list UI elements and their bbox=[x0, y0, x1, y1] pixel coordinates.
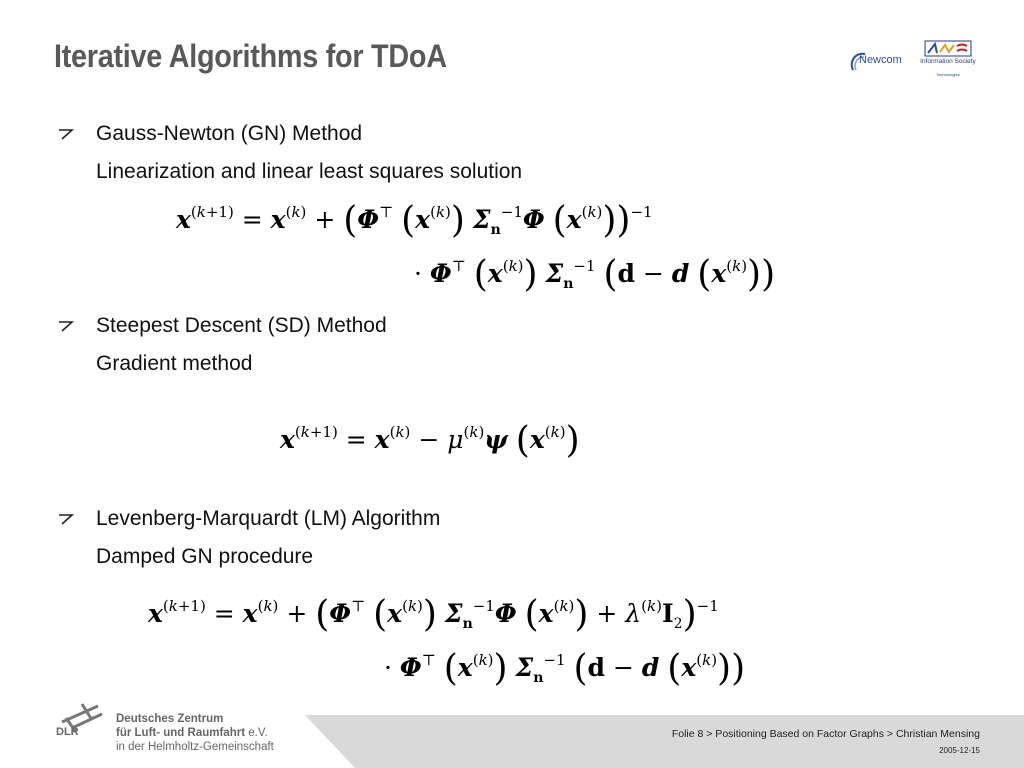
footer-slide-info: Folie 8 > Positioning Based on Factor Graphs > Christian Mensing bbox=[671, 728, 980, 740]
dlr-line2-suffix: e.V. bbox=[248, 727, 268, 739]
bullet-heading: Steepest Descent (SD) Method bbox=[96, 314, 387, 337]
ist-logo-icon bbox=[917, 40, 979, 58]
dlr-name bbox=[116, 712, 274, 754]
bullet-subtext: Linearization and linear least squares solution bbox=[96, 160, 523, 183]
equation-gn-line2: · Φ⊤ $(x^{(k)})$ $\Sigma_n^{-1}$ (d − d $(x^{(k)})$) bbox=[414, 254, 776, 295]
ist-logo-text: Information Society bbox=[920, 58, 976, 65]
ist-logo-subtext: Technologies bbox=[936, 72, 960, 77]
equation-gn-line1: $x^{(k+1)} = x^{(k)} + (\Phi^⊤$ $(x^{(k)})$ $\Sigma_n^{-1}\Phi$ $(x^{(k)}))^{-1}$ bbox=[176, 200, 653, 241]
dlr-line2-text: für Luft- und Raumfahrt bbox=[116, 727, 246, 739]
newcom-logo-text: Newcom bbox=[859, 54, 902, 66]
bullet-arrow-icon bbox=[58, 513, 76, 525]
equation-lm-line2: · Φ⊤ $(x^{(k)})$ $\Sigma_n^{-1}$ (d − d $(x^{(k)})$) bbox=[384, 648, 746, 689]
equation-lm-line1: $x^{(k+1)} = x^{(k)} + (\Phi^⊤$ $(x^{(k)})$ $\Sigma_n^{-1}\Phi$ $(x^{(k)}) + \lambda^{(k)}I_2)^{-1}$ bbox=[148, 594, 719, 635]
bullet-subtext: Damped GN procedure bbox=[96, 545, 314, 568]
dlr-abbreviation: DLR bbox=[56, 726, 79, 738]
dlr-line1: Deutsches Zentrum bbox=[116, 713, 224, 725]
ist-logo bbox=[917, 40, 979, 80]
bullet-subtext: Gradient method bbox=[96, 352, 253, 375]
dlr-line3: in der Helmholtz-Gemeinschaft bbox=[116, 741, 274, 753]
dlr-line2 bbox=[116, 726, 274, 740]
bullet-arrow-icon bbox=[58, 128, 76, 140]
bullet-arrow-icon bbox=[58, 320, 76, 332]
slide-title: Iterative Algorithms for TDoA bbox=[54, 38, 447, 74]
footer-date: 2005-12-15 bbox=[939, 746, 980, 755]
bullet-heading: Gauss-Newton (GN) Method bbox=[96, 122, 363, 145]
equation-sd: $x^{(k+1)} = x^{(k)} - \mu^{(k)}\psi$ $(x^{(k)})$ bbox=[280, 420, 580, 461]
partner-logos bbox=[847, 40, 982, 80]
bullet-heading: Levenberg-Marquardt (LM) Algorithm bbox=[96, 507, 441, 530]
dlr-logo bbox=[52, 698, 292, 758]
